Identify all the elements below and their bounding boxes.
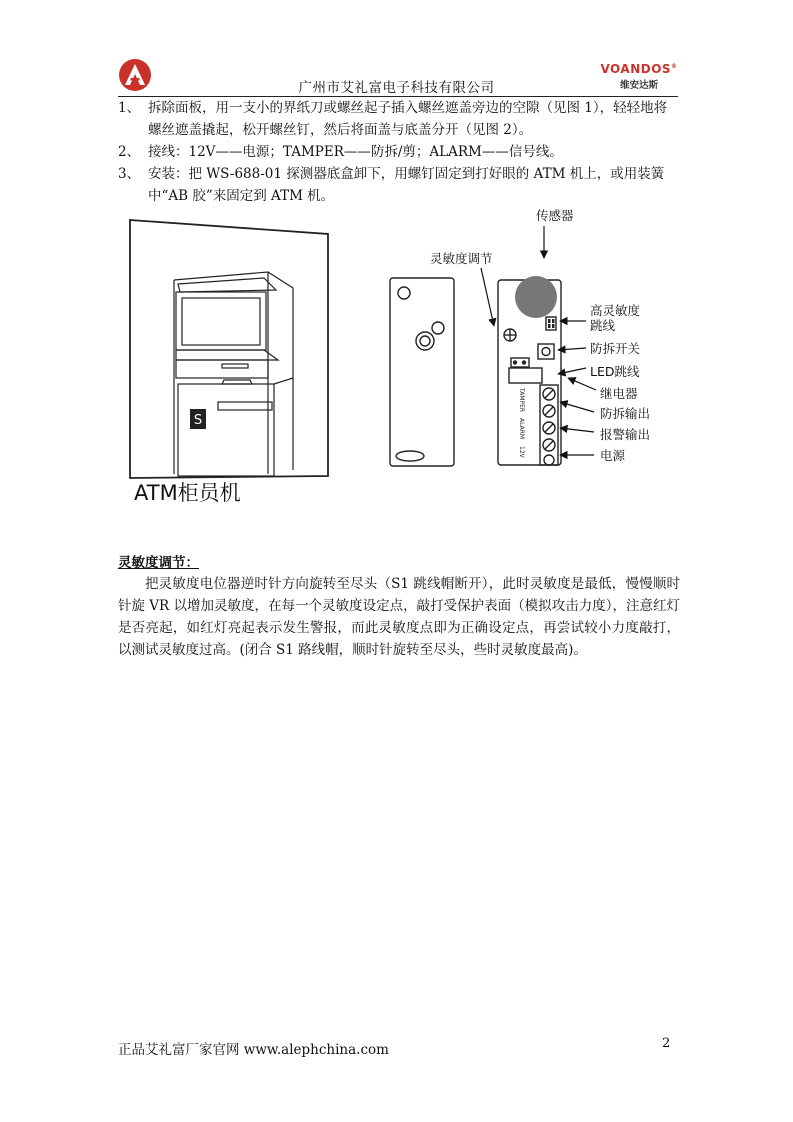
label-high-sensitivity-jumper-line2: 跳线 [590,318,616,333]
brand-logo-en: VOANDOS® [600,62,678,76]
terminal-label-power: 12V [518,446,525,458]
label-alarm-output: 报警输出 [600,427,651,442]
step-number: 2、 [118,144,141,160]
section-heading: 灵敏度调节： [118,555,199,571]
step-item [118,141,680,163]
label-sensitivity-adjust: 灵敏度调节 [430,251,493,266]
sensor-element [515,276,557,318]
footer-website: 正品艾礼富厂家官网 www.alephchina.com [118,1042,389,1058]
label-high-sensitivity-jumper: 高灵敏度 [590,303,641,318]
label-led-jumper: LED跳线 [590,364,640,379]
step-text: 接线：12V——电源；TAMPER——防拆/剪；ALARM——信号线。 [148,144,563,160]
atm-machine-illustration [130,220,328,478]
step-item [118,163,680,207]
label-sensor: 传感器 [536,208,574,223]
detector-cover-plate [390,278,454,466]
terminal-label-alarm: ALARM [518,418,525,440]
step-item [118,97,680,141]
label-power: 电源 [600,448,626,463]
step-number: 1、 [118,100,141,116]
label-relay: 继电器 [600,386,638,401]
section-paragraph: 把灵敏度电位器逆时针方向旋转至尽头（S1 跳线帽断开），此时灵敏度是最低，慢慢顺时针旋 VR 以增加灵敏度，在每一个灵敏度设定点，敲打受保护表面（模拟攻击力度），注意红灯是否亮起，如红灯亮起表示发生警报，而此灵敏度点即为正确设定点，再尝试较小力度敲打，以测试灵敏度过高。(闭合 S1 路线帽，顺时针旋转至尽头，些时灵敏度最高)。 [118,576,680,658]
terminal-label-tamper: TAMPER [518,388,525,413]
step-text: 安装：把 WS-688-01 探测器底盒卸下，用螺钉固定到打好眼的 ATM 机上，或用装簧中“AB 胶”来固定到 ATM 机。 [148,166,665,204]
atm-badge-text: S [193,413,203,428]
atm-caption: ATM柜员机 [134,481,241,505]
brand-logo-cn: 维安达斯 [619,80,658,91]
header-company-name: 广州市艾礼富电子科技有限公司 [298,80,495,96]
step-text: 拆除面板，用一支小的界纸刀或螺丝起子插入螺丝遮盖旁边的空隙（见图 1），轻轻地将螺丝遮盖撬起，松开螺丝钉，然后将面盖与底盖分开（见图 2）。 [148,100,668,138]
step-number: 3、 [118,166,141,182]
label-tamper-switch: 防拆开关 [590,341,641,356]
page-number: 2 [662,1036,671,1051]
installation-figure [118,208,680,518]
label-tamper-output: 防拆输出 [600,406,651,421]
